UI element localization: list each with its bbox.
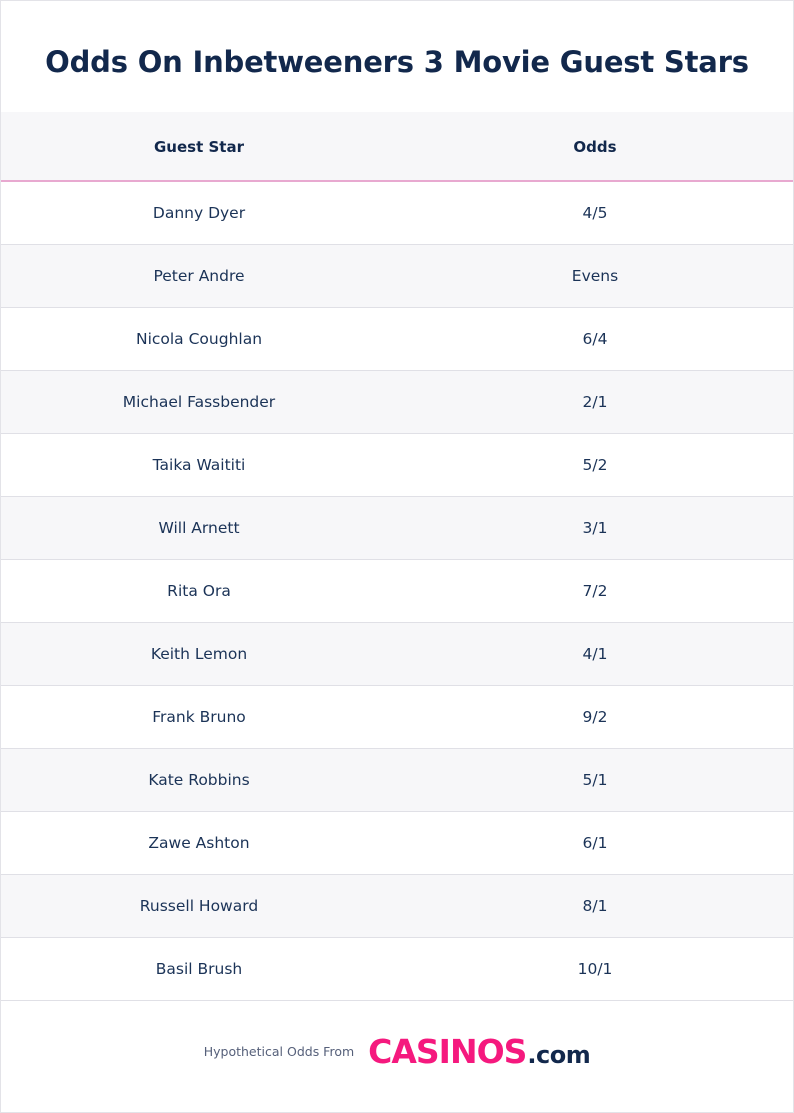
cell-odds: 6/1 xyxy=(397,811,793,874)
cell-guest-star: Kate Robbins xyxy=(1,748,397,811)
cell-guest-star: Basil Brush xyxy=(1,937,397,1000)
cell-odds: 2/1 xyxy=(397,370,793,433)
cell-guest-star: Peter Andre xyxy=(1,244,397,307)
table-header-row xyxy=(1,112,793,181)
logo-wordmark: CASINOS xyxy=(368,1031,527,1071)
cell-guest-star: Zawe Ashton xyxy=(1,811,397,874)
table-row xyxy=(1,685,793,748)
cell-odds: 4/5 xyxy=(397,181,793,245)
cell-odds: 4/1 xyxy=(397,622,793,685)
cell-odds: 8/1 xyxy=(397,874,793,937)
table-row xyxy=(1,748,793,811)
cell-guest-star: Keith Lemon xyxy=(1,622,397,685)
cell-odds: 7/2 xyxy=(397,559,793,622)
table-row xyxy=(1,811,793,874)
table-row xyxy=(1,559,793,622)
table-body xyxy=(1,181,793,1001)
cell-odds: 3/1 xyxy=(397,496,793,559)
cell-guest-star: Rita Ora xyxy=(1,559,397,622)
page-title: Odds On Inbetweeners 3 Movie Guest Stars xyxy=(45,45,749,79)
column-header-odds: Odds xyxy=(397,112,793,181)
logo-suffix: .com xyxy=(527,1040,591,1069)
footer-note: Hypothetical Odds From xyxy=(203,1043,355,1059)
table-row xyxy=(1,433,793,496)
cell-odds: 5/1 xyxy=(397,748,793,811)
cell-odds: 9/2 xyxy=(397,685,793,748)
cell-guest-star: Frank Bruno xyxy=(1,685,397,748)
table-row xyxy=(1,181,793,245)
cell-guest-star: Danny Dyer xyxy=(1,181,397,245)
table-row xyxy=(1,622,793,685)
cell-guest-star: Nicola Coughlan xyxy=(1,307,397,370)
odds-table xyxy=(1,112,793,1001)
table-row xyxy=(1,874,793,937)
table-row xyxy=(1,244,793,307)
cell-guest-star: Michael Fassbender xyxy=(1,370,397,433)
cell-odds: 5/2 xyxy=(397,433,793,496)
table-row xyxy=(1,370,793,433)
cell-odds: 10/1 xyxy=(397,937,793,1000)
cell-guest-star: Russell Howard xyxy=(1,874,397,937)
table-row xyxy=(1,496,793,559)
cell-odds: Evens xyxy=(397,244,793,307)
cell-guest-star: Taika Waititi xyxy=(1,433,397,496)
table-header xyxy=(1,112,793,181)
table-row xyxy=(1,307,793,370)
column-header-guest-star: Guest Star xyxy=(1,112,397,181)
casinos-logo xyxy=(368,1032,590,1071)
cell-guest-star: Will Arnett xyxy=(1,496,397,559)
cell-odds: 6/4 xyxy=(397,307,793,370)
footer xyxy=(1,1001,793,1112)
table-row xyxy=(1,937,793,1000)
